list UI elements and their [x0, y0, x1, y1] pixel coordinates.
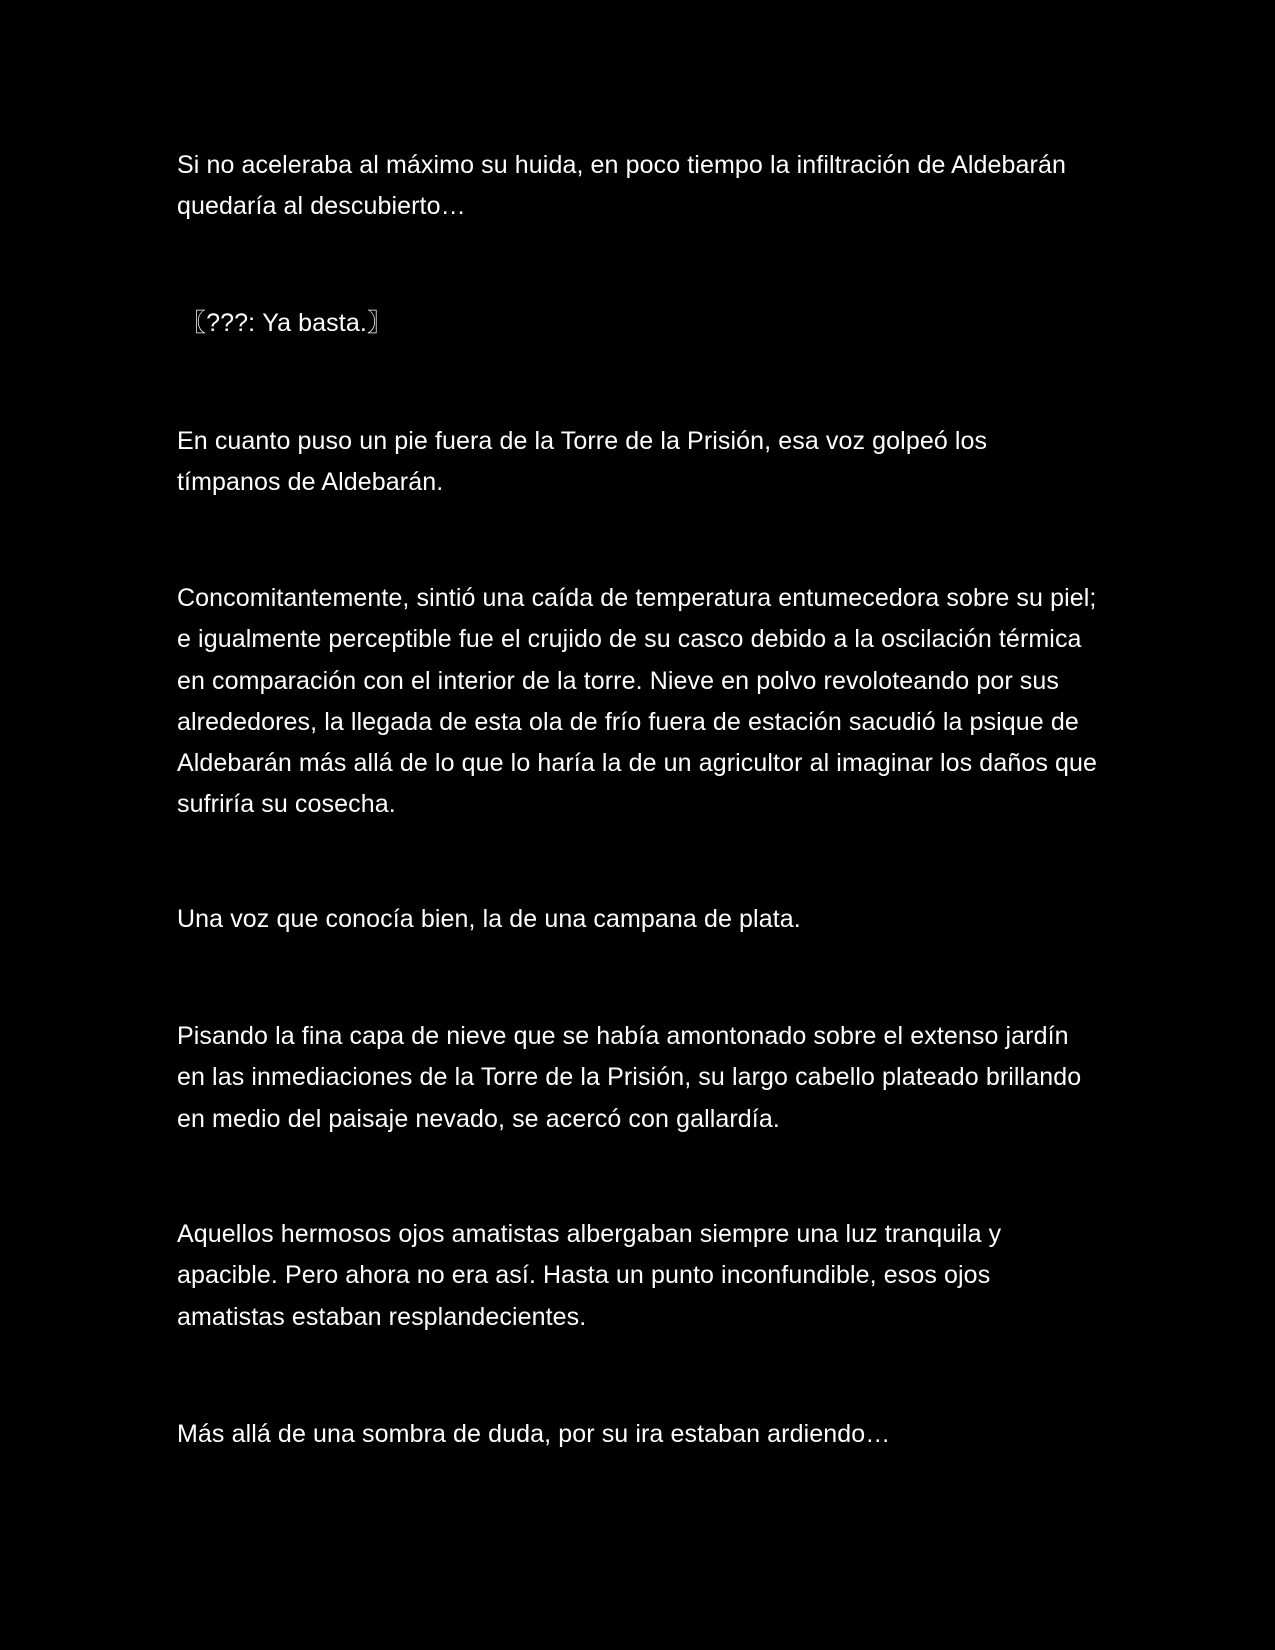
paragraph-4: Concomitantemente, sintió una caída de temperatura entumecedora sobre su piel; e igualmente perceptible fue el crujido de su casco debido a la oscilación térmica en comparación con el interior de la torre. Nieve en polvo revoloteando por sus alrededores, la llegada de esta ola de frío fuera de estación sacudió la psique de Aldebarán más allá de lo que lo haría la de un agricultor al imaginar los daños que sufriría su cosecha. — [177, 584, 1097, 819]
paragraph-5: Una voz que conocía bien, la de una campana de plata. — [177, 905, 801, 933]
dialogue-line: 〖???: Ya basta.〗 — [181, 309, 392, 337]
paragraph-3: En cuanto puso un pie fuera de la Torre de la Prisión, esa voz golpeó los tímpanos de Aldebarán. — [177, 427, 988, 497]
paragraph-7: Aquellos hermosos ojos amatistas albergaban siempre una luz tranquila y apacible. Pero ahora no era así. Hasta un punto inconfundible, esos ojos amatistas estaban resplandecientes. — [177, 1220, 1002, 1331]
paragraph-8: Más allá de una sombra de duda, por su ira estaban ardiendo… — [177, 1420, 891, 1448]
paragraph-6: Pisando la fina capa de nieve que se había amontonado sobre el extenso jardín en las inmediaciones de la Torre de la Prisión, su largo cabello plateado brillando en medio del paisaje nevado, se acercó con gallardía. — [177, 1022, 1082, 1133]
paragraph-1: Si no aceleraba al máximo su huida, en poco tiempo la infiltración de Aldebarán quedaría al descubierto… — [177, 151, 1066, 221]
